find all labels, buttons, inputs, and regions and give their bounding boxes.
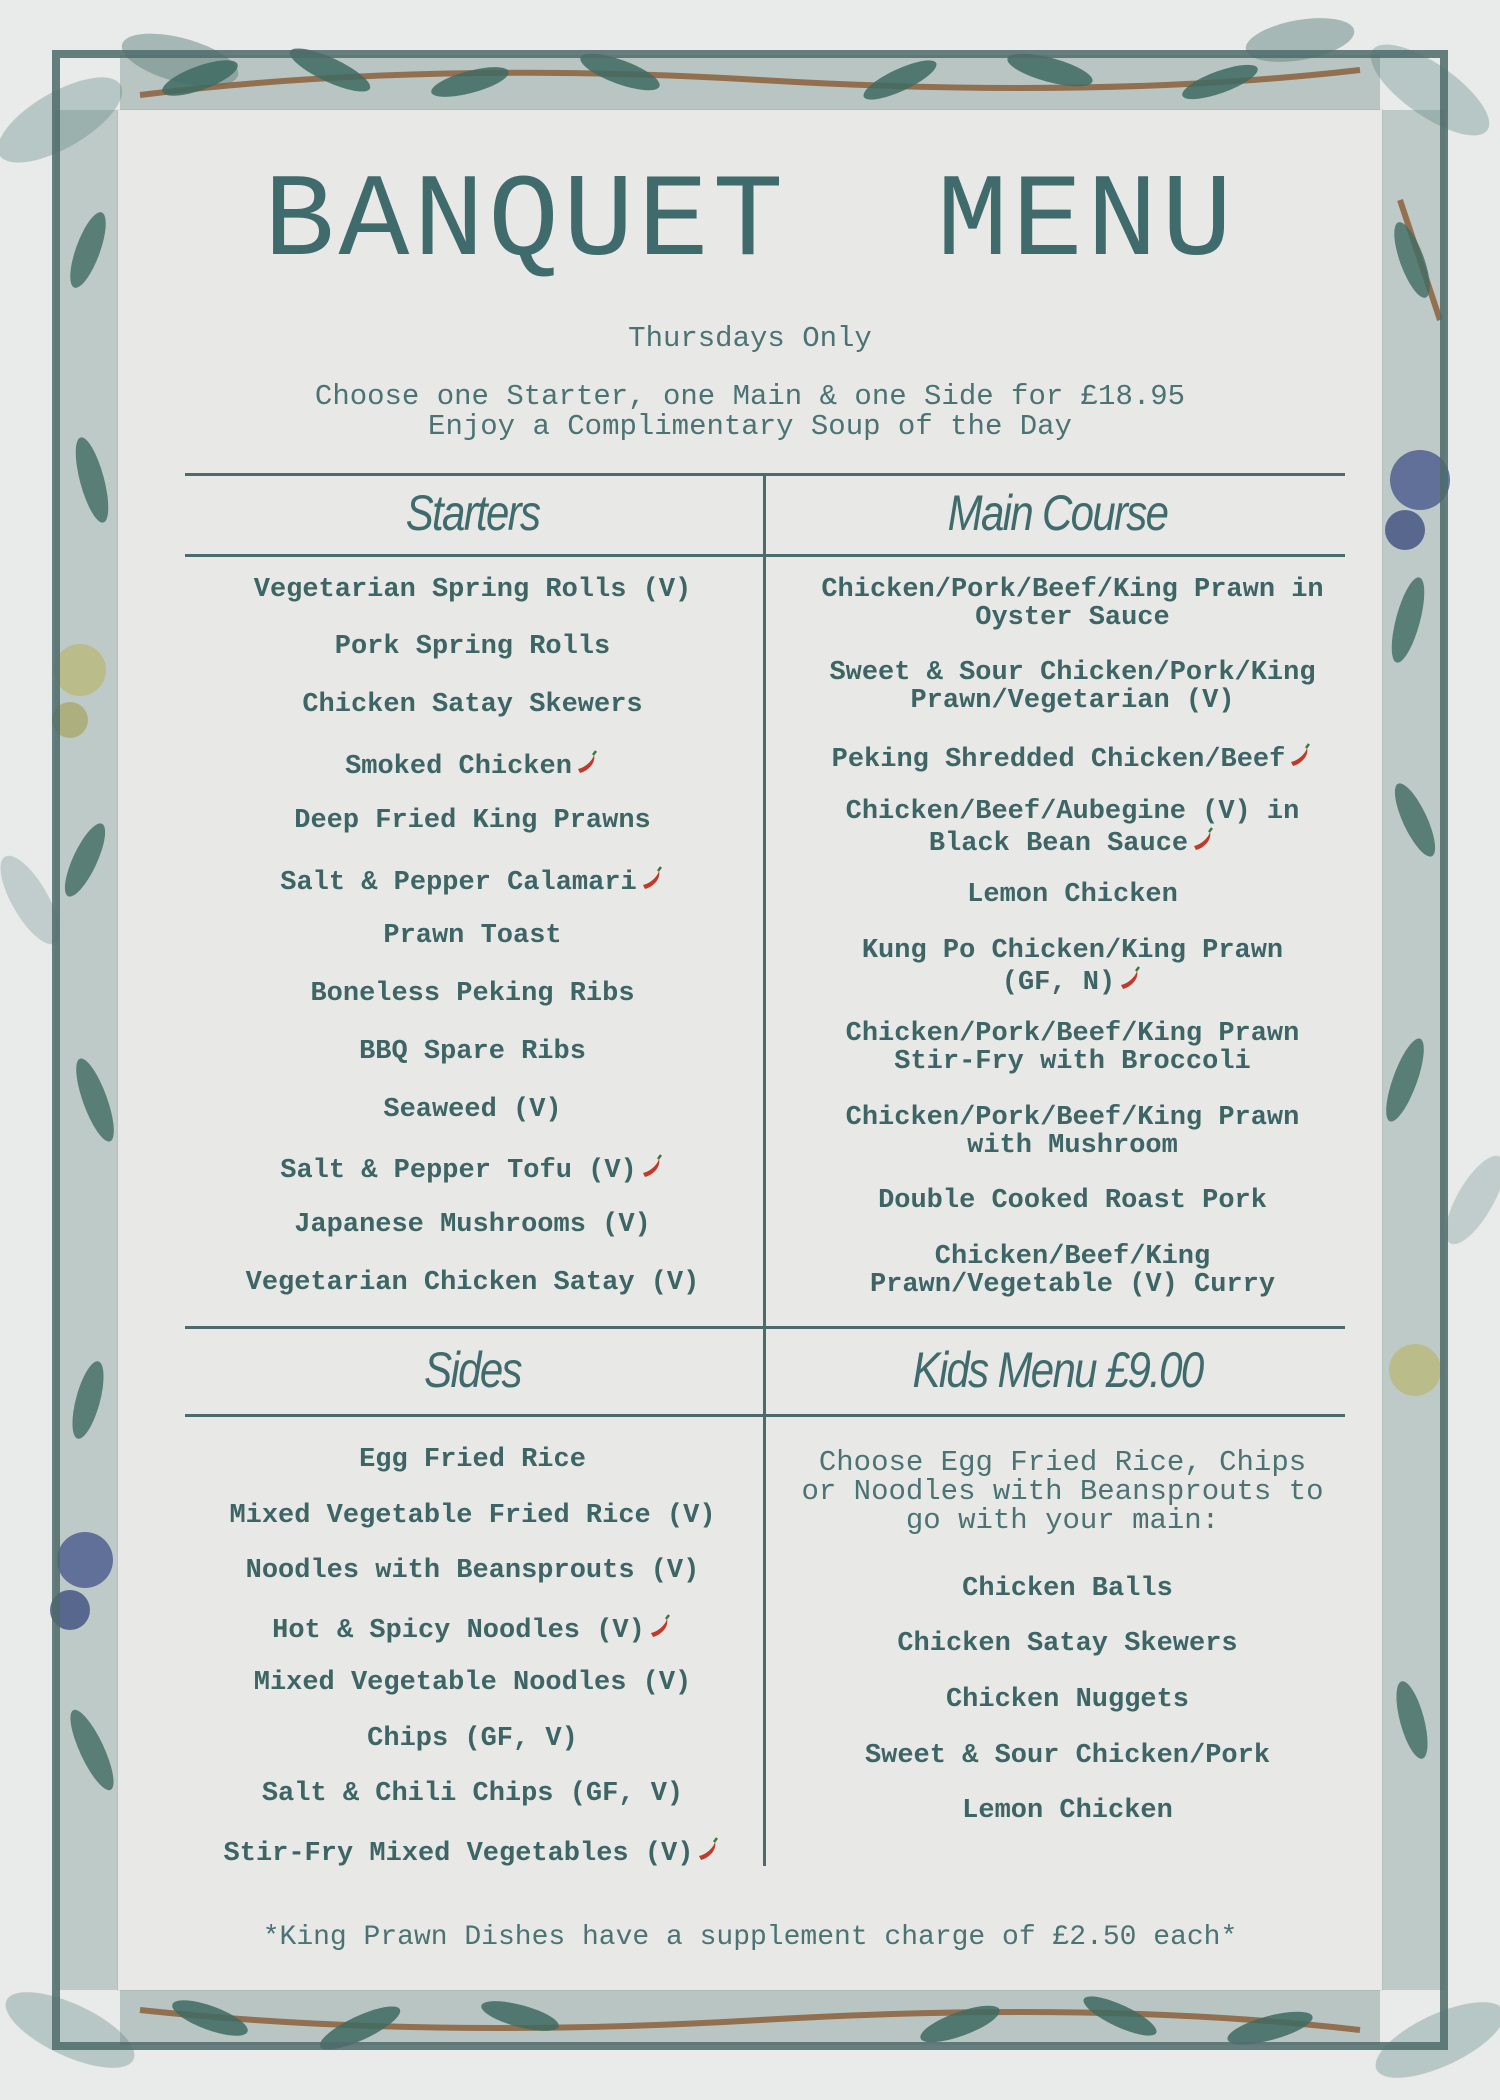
- king-prawn-supplement-note: *King Prawn Dishes have a supplement charge of £2.50 each*: [262, 1922, 1238, 1953]
- menu-item: [185, 1780, 760, 1808]
- menu-item: [780, 1742, 1355, 1770]
- menu-item-label: Mixed Vegetable Noodles (V): [253, 1668, 692, 1698]
- section-heading-starters: Starters: [405, 485, 540, 541]
- menu-item: [185, 807, 760, 835]
- menu-item: [185, 691, 760, 719]
- menu-item: [185, 1725, 760, 1753]
- menu-item: [185, 1669, 760, 1697]
- menu-item-label: Chicken Satay Skewers: [302, 690, 643, 720]
- menu-item-label: Sweet & Sour Chicken/Pork/King Prawn/Vegetarian (V): [829, 658, 1316, 716]
- chili-pepper-icon: [572, 749, 600, 777]
- menu-item: [185, 1446, 760, 1474]
- menu-item-label: Lemon Chicken: [967, 880, 1178, 910]
- chili-pepper-icon: [1285, 742, 1313, 770]
- chili-pepper-icon: [637, 1153, 665, 1181]
- menu-item: [780, 1575, 1355, 1603]
- menu-item: [785, 576, 1360, 632]
- menu-title: BANQUET MENU: [263, 157, 1237, 290]
- chili-pepper-icon: [1115, 965, 1143, 993]
- menu-item-label: Peking Shredded Chicken/Beef: [831, 745, 1286, 775]
- menu-item: [780, 1630, 1355, 1658]
- menu-item-label: Chicken/Pork/Beef/King Prawn in Oyster Sauce: [821, 575, 1324, 633]
- menu-item-label: Chicken Satay Skewers: [897, 1629, 1238, 1659]
- menu-item-label: BBQ Spare Ribs: [359, 1037, 586, 1067]
- menu-item: [785, 937, 1360, 997]
- menu-item-label: Chips (GF, V): [367, 1724, 578, 1754]
- kids-intro-line: or Noodles with Beansprouts to: [801, 1475, 1324, 1508]
- menu-item-label: Smoked Chicken: [345, 752, 572, 782]
- menu-item-label: Prawn Toast: [383, 921, 562, 951]
- chili-pepper-icon: [637, 865, 665, 893]
- menu-item-label: Vegetarian Chicken Satay (V): [245, 1268, 700, 1298]
- chili-pepper-icon: [1188, 826, 1216, 854]
- menu-item-label: Lemon Chicken: [962, 1796, 1173, 1826]
- kids-intro-line: go with your main:: [905, 1504, 1220, 1537]
- menu-item: [185, 1269, 760, 1297]
- menu-item: [185, 633, 760, 661]
- chili-pepper-icon: [645, 1613, 673, 1641]
- menu-item-label: Stir-Fry Mixed Vegetables (V): [223, 1839, 694, 1869]
- menu-item: [185, 1038, 760, 1066]
- menu-item-label: Hot & Spicy Noodles (V): [272, 1616, 645, 1646]
- section-heading-kids-menu: Kids Menu £9.00: [912, 1342, 1203, 1398]
- menu-item-label: Salt & Chili Chips (GF, V): [261, 1779, 684, 1809]
- menu-item-label: Chicken Balls: [962, 1574, 1173, 1604]
- menu-item: [785, 1104, 1360, 1160]
- menu-item-label: Kung Po Chicken/King Prawn (GF, N): [861, 936, 1284, 998]
- menu-item: [185, 749, 760, 781]
- menu-item-label: Seaweed (V): [383, 1095, 562, 1125]
- menu-item: [785, 881, 1360, 909]
- menu-item-label: Salt & Pepper Tofu (V): [280, 1156, 637, 1186]
- section-heading-sides: Sides: [424, 1342, 521, 1398]
- menu-item: [785, 659, 1360, 715]
- menu-item: [785, 1243, 1360, 1299]
- menu-item-label: Chicken/Pork/Beef/King Prawn Stir-Fry with Broccoli: [845, 1019, 1300, 1077]
- menu-item-label: Double Cooked Roast Pork: [878, 1186, 1267, 1216]
- menu-item: [185, 1613, 760, 1645]
- menu-item-label: Chicken/Beef/Aubegine (V) in Black Bean Sauce: [845, 797, 1300, 859]
- menu-item-label: Sweet & Sour Chicken/Pork: [864, 1741, 1271, 1771]
- menu-item: [185, 1153, 760, 1185]
- menu-item-label: Chicken/Beef/King Prawn/Vegetable (V) Curry: [869, 1242, 1276, 1300]
- menu-item-label: Deep Fried King Prawns: [294, 806, 651, 836]
- kids-intro-line: Choose Egg Fried Rice, Chips: [818, 1446, 1307, 1479]
- menu-item-label: Noodles with Beansprouts (V): [245, 1556, 700, 1586]
- menu-item-label: Pork Spring Rolls: [334, 632, 611, 662]
- menu-item: [185, 980, 760, 1008]
- intro-line: Enjoy a Complimentary Soup of the Day: [428, 410, 1072, 443]
- menu-intro: [0, 382, 1500, 442]
- menu-item: [785, 742, 1360, 774]
- menu-item: [185, 865, 760, 897]
- kids-menu-intro: [770, 1448, 1355, 1535]
- menu-item: [185, 576, 760, 604]
- menu-item: [185, 1096, 760, 1124]
- chili-pepper-icon: [693, 1836, 721, 1864]
- menu-item: [780, 1797, 1355, 1825]
- menu-item: [185, 922, 760, 950]
- section-heading-main-course: Main Course: [947, 485, 1168, 541]
- menu-item: [785, 1187, 1360, 1215]
- menu-item-label: Chicken/Pork/Beef/King Prawn with Mushroom: [845, 1103, 1300, 1161]
- menu-item-label: Salt & Pepper Calamari: [280, 868, 637, 898]
- menu-item: [780, 1686, 1355, 1714]
- menu-item-label: Mixed Vegetable Fried Rice (V): [229, 1501, 716, 1531]
- menu-item: [785, 798, 1360, 858]
- menu-item: [185, 1836, 760, 1868]
- menu-item-label: Japanese Mushrooms (V): [294, 1210, 651, 1240]
- menu-item: [185, 1502, 760, 1530]
- menu-item: [185, 1211, 760, 1239]
- menu-item-label: Vegetarian Spring Rolls (V): [253, 575, 692, 605]
- column-divider: [763, 473, 766, 1866]
- menu-item: [785, 1020, 1360, 1076]
- menu-item: [185, 1557, 760, 1585]
- menu-item-label: Chicken Nuggets: [945, 1685, 1190, 1715]
- menu-item-label: Boneless Peking Ribs: [310, 979, 635, 1009]
- menu-item-label: Egg Fried Rice: [359, 1445, 586, 1475]
- menu-subtitle: Thursdays Only: [628, 322, 872, 355]
- intro-line: Choose one Starter, one Main & one Side for £18.95: [314, 380, 1186, 413]
